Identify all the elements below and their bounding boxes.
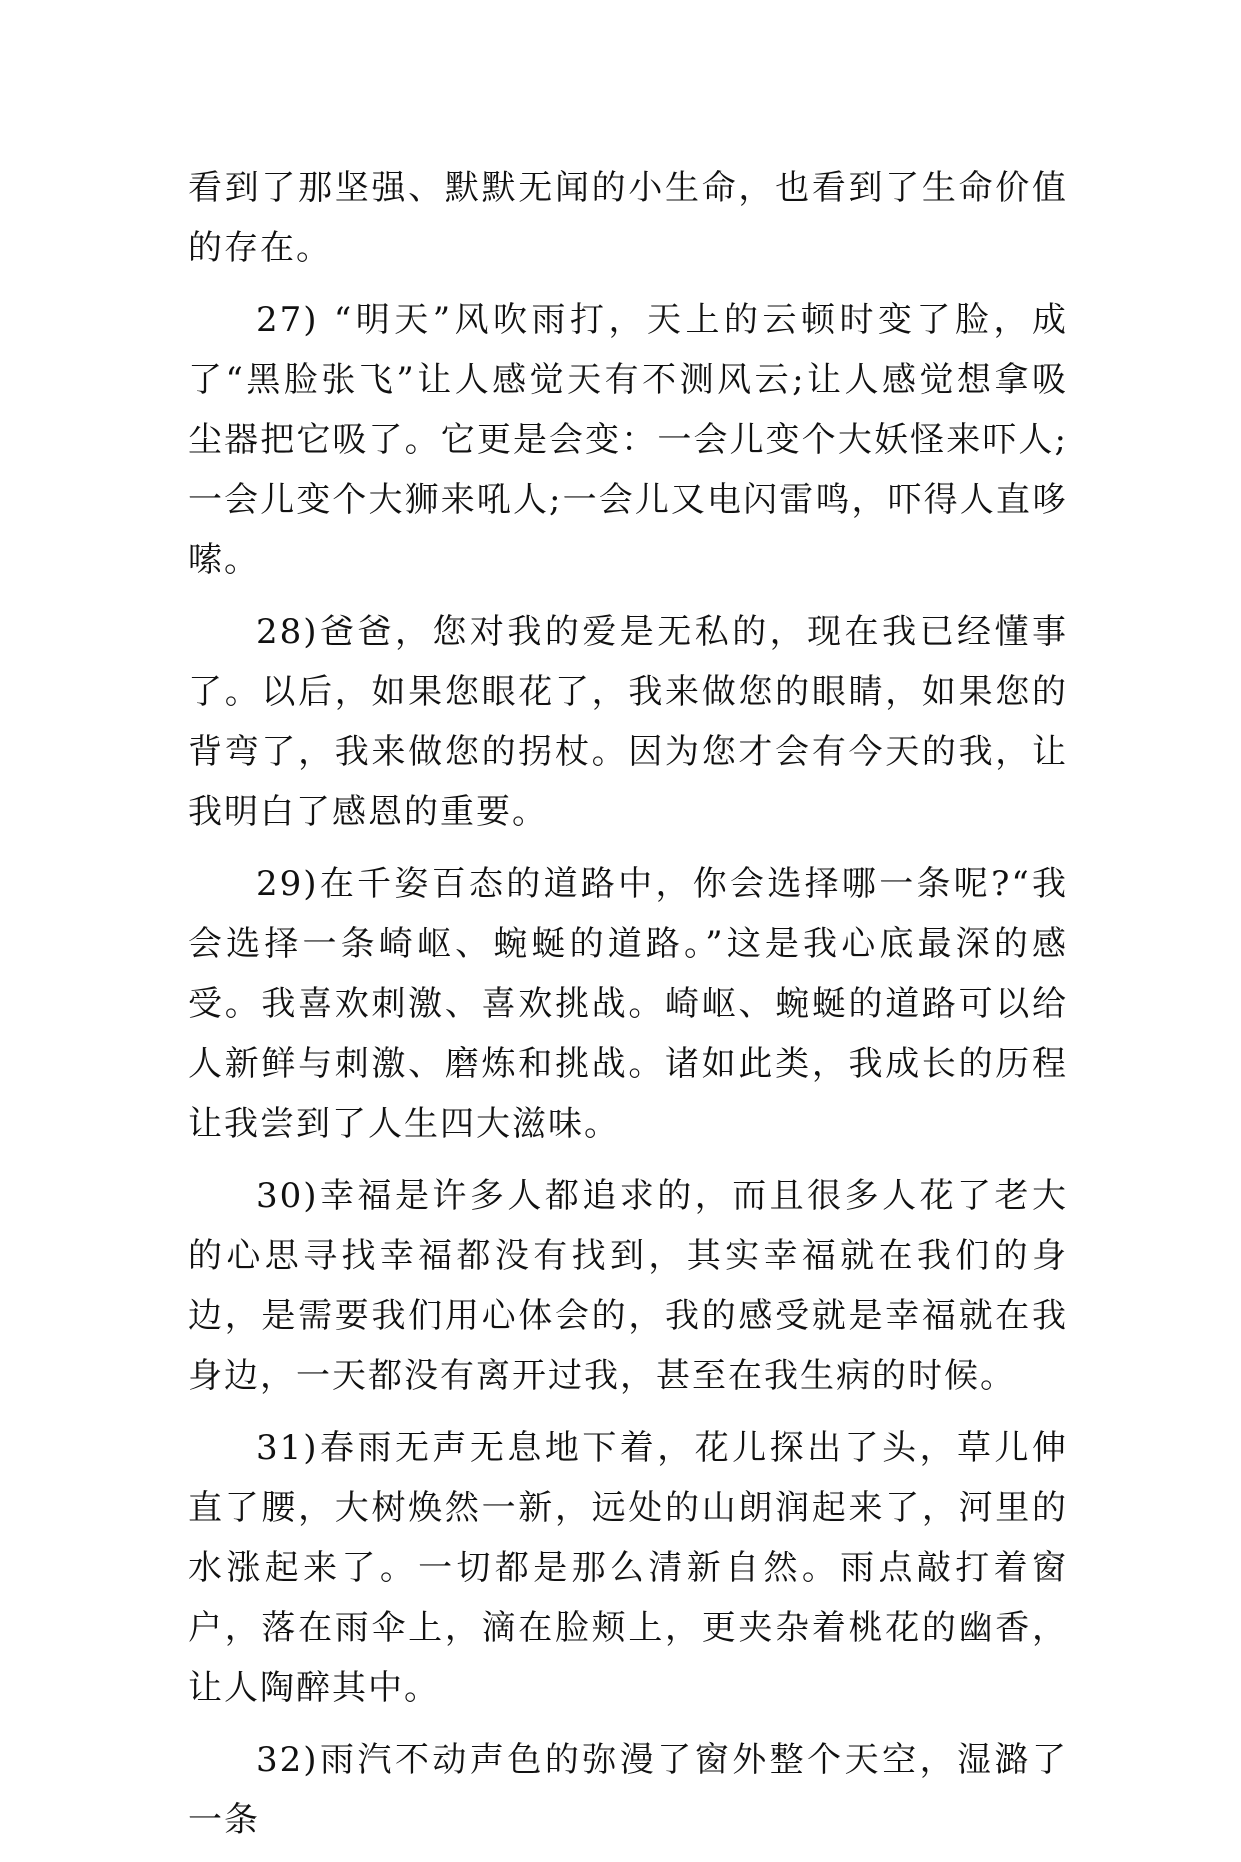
paragraph-32: 32)雨汽不动声色的弥漫了窗外整个天空，湿潞了一条	[188, 1740, 1068, 1840]
paragraph-30: 30)幸福是许多人都追求的，而且很多人花了老大的心思寻找幸福都没有找到，其实幸福就在我们的身边，是需要我们用心体会的，我的感受就是幸福就在我身边，一天都没有离开过我，甚至在我生病的时候。	[188, 1176, 1068, 1396]
document-body	[188, 158, 1068, 1862]
paragraph-31: 31)春雨无声无息地下着，花儿探出了头，草儿伸直了腰，大树焕然一新，远处的山朗润起来了，河里的水涨起来了。一切都是那么清新自然。雨点敲打着窗户，落在雨伞上，滴在脸颊上，更夹杂着桃花的幽香，让人陶醉其中。	[188, 1428, 1068, 1708]
paragraph-29: 29)在千姿百态的道路中，你会选择哪一条呢?“我会选择一条崎岖、蜿蜒的道路。”这是我心底最深的感受。我喜欢刺激、喜欢挑战。崎岖、蜿蜒的道路可以给人新鲜与刺激、磨炼和挑战。诸如此类，我成长的历程让我尝到了人生四大滋味。	[188, 864, 1068, 1144]
paragraph-27: 27) “明天”风吹雨打，天上的云顿时变了脸，成了“黑脸张飞”让人感觉天有不测风云;让人感觉想拿吸尘器把它吸了。它更是会变：一会儿变个大妖怪来吓人;一会儿变个大狮来吼人;一会儿又电闪雷鸣，吓得人直哆嗦。	[188, 300, 1068, 580]
paragraph-28: 28)爸爸，您对我的爱是无私的，现在我已经懂事了。以后，如果您眼花了，我来做您的眼睛，如果您的背弯了，我来做您的拐杖。因为您才会有今天的我，让我明白了感恩的重要。	[188, 612, 1068, 832]
paragraph-continued: 看到了那坚强、默默无闻的小生命，也看到了生命价值的存在。	[188, 168, 1068, 268]
